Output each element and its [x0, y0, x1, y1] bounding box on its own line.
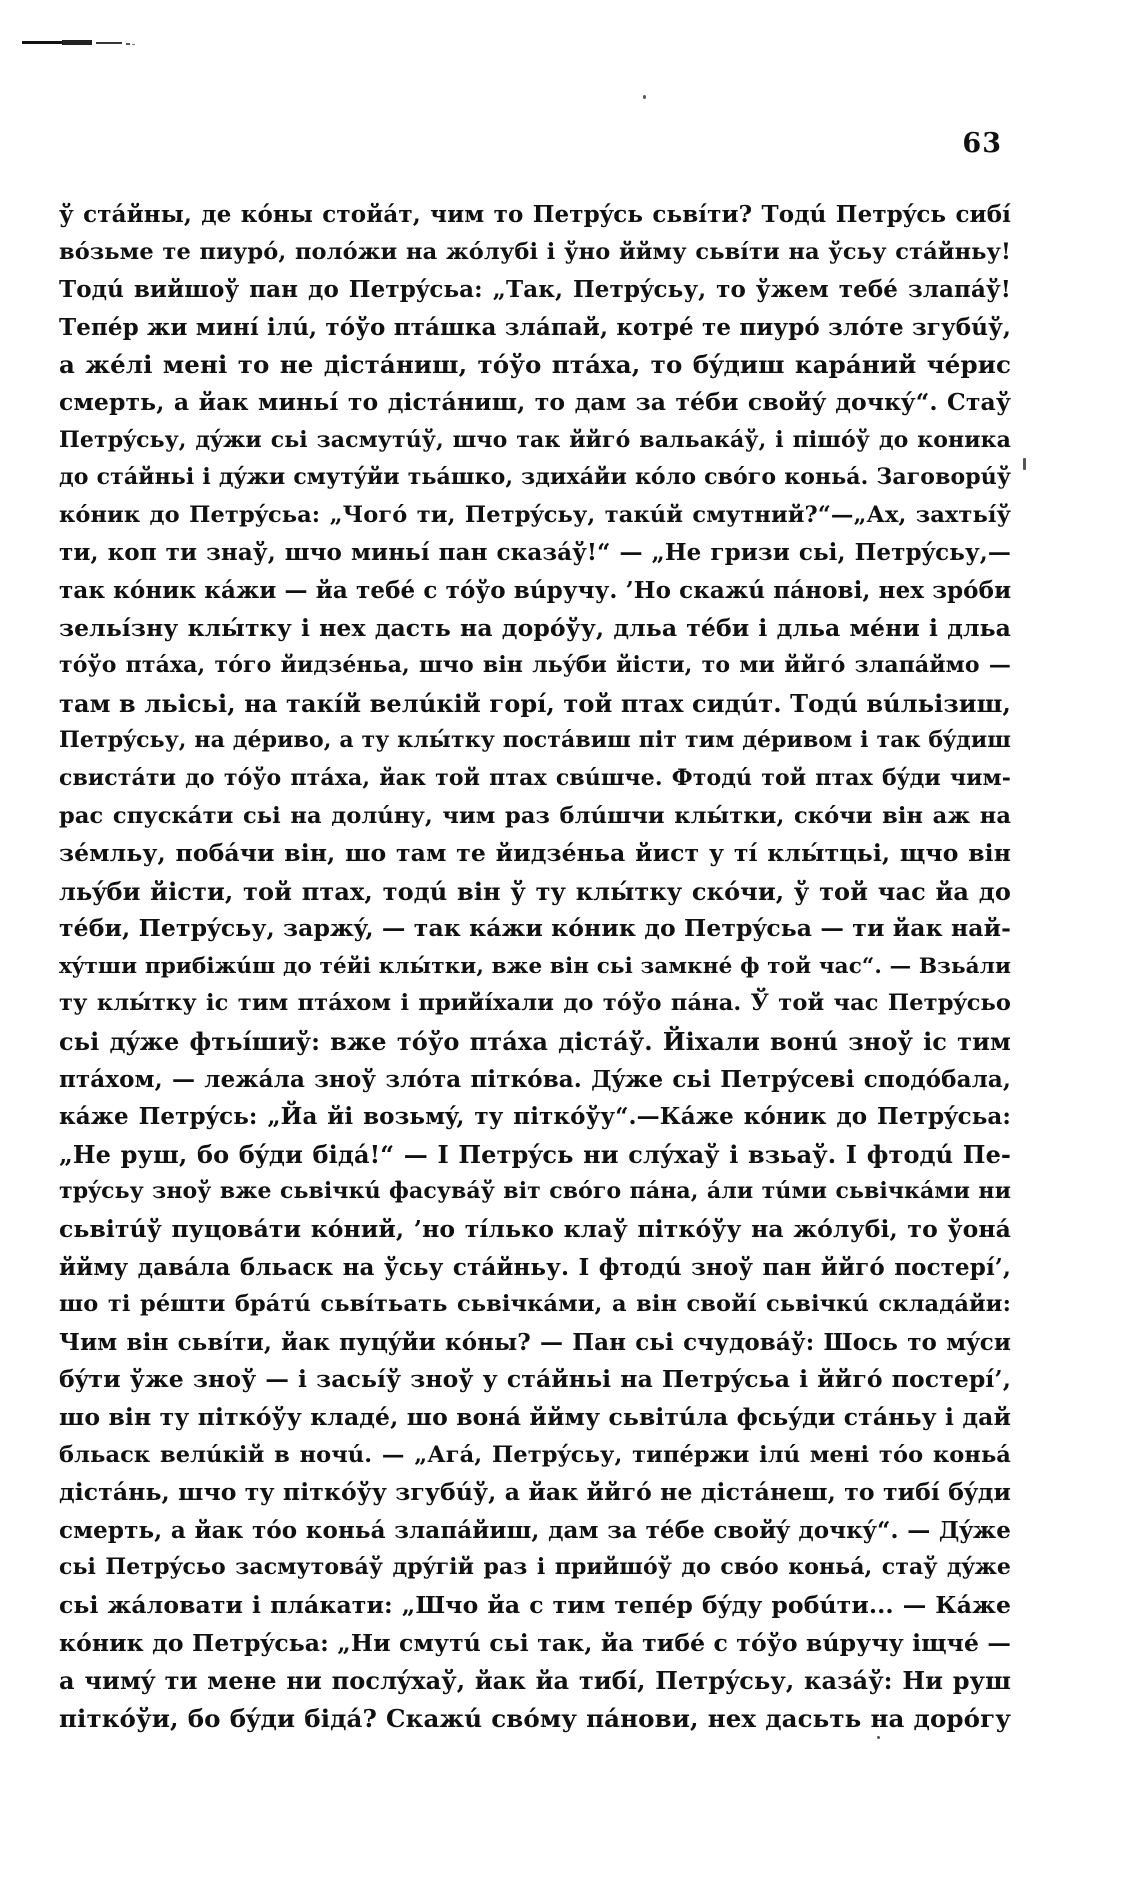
text-line: тéби, Петрýсьу, заржý, — так кáжи кóник до Петрýсьа — ти йак най-: [59, 914, 1011, 943]
text-line: смерть, а йак миньí то дістáниш, то дам за тéби свойý дочкý“. Стаў: [59, 387, 1011, 416]
text-line: вóзьме те пиуро́, полóжи на жóлубі і ўно ййму сьвíти на ўсьу стáйньу!: [59, 238, 1011, 265]
page-number: 63: [962, 128, 1002, 159]
text-line: трýсьу зноў вже сьвічкú фасувáў віт свóго пáна, áли тúми сьвічкáми ни: [59, 1178, 1011, 1205]
text-line: зельíзну клы́тку і нех дасть на дорóўу, дльа тéби і дльа мéни і дльа: [59, 613, 1011, 642]
text-line: сьі дýже фтьíшиў: вже тóўо птáха дістáў. Йіхали вонú зноў іс тим: [59, 1027, 1011, 1057]
text-line: дістáнь, шчо ту піткóўу згубúў, а йак ййгó не дістáнеш, то тибí бýди: [59, 1478, 1012, 1507]
text-line: так кóник кáжи — йа тебé с тóўо вúручу. ’Но скажú пáнові, нех зрóби: [59, 576, 1012, 604]
text-line: свистáти до тóўо птáха, йак той птах свúшче. Фтодú той птах бýди чим-: [59, 764, 1011, 791]
print-speck: [1023, 458, 1026, 470]
text-line: Тепéр жи минí ілú, тóўо птáшка злáпай, котрé те пиуро́ злóте згубúў,: [59, 313, 1011, 341]
text-line: хýтши прибіжúш до тéйі клы́тки, вже він сьі замкнé ф той час“. — Взьáли: [59, 953, 1011, 979]
printing-mark: [22, 40, 138, 50]
text-line: „Не руш, бо бýди бідá!“ — І Петрýсь ни слýхаў і взьаў. І фтодú Пе-: [59, 1139, 1011, 1169]
text-line: Петрýсьу, на дéриво, а ту клы́тку постáвиш піт тим дéривом і так бýдиш: [59, 727, 1011, 754]
print-speck: [643, 95, 646, 99]
text-line: Петрýсьу, дýжи сьі засмутúў, шчо так ййгó вальакáў, і пішóў до коника: [59, 426, 1011, 453]
text-line: ту клы́тку іс тим птáхом і прийíхали до тóўо пáна. Ў той час Петрýсьо: [59, 990, 1011, 1017]
text-line: бльаск велúкій в ночú. — „Агá, Петрýсьу, типéржи ілú мені тóо коньá: [59, 1441, 1011, 1468]
text-line: ў стáйны, де кóны стойáт, чим то Петрýсь сьвíти? Тодú Петрýсь сибí: [59, 201, 1011, 228]
text-line: а жéлі мені то не дістáниш, тóўо птáха, то бýдиш карáний чéрис: [59, 350, 1011, 380]
text-line: піткóўи, бо бýди бідá? Скажú свóму пáнови, нех дасьть на дорóгу: [59, 1703, 1011, 1733]
text-line: Тодú вийшоў пан до Петрýсьа: „Так, Петрýсьу, то ўжем тебé злапáў!: [59, 276, 1011, 304]
text-line: смерть, а йак тóо коньá злапáйиш, дам за тéбе свойý дочкý“. — Дýже: [59, 1516, 1011, 1544]
text-line: а чимý ти мене ни послýхаў, йак йа тибí, Петрýсьу, казáў: Ни руш: [59, 1666, 1011, 1696]
text-line: птáхом, — лежáла зноў злóта піткóва. Дýже сьі Петрýсеві сподóбала,: [59, 1065, 1011, 1093]
text-line: ййму давáла бльаск на ўсьу стáйньу. І фтодú зноў пан ййгó постерí’,: [59, 1253, 1011, 1281]
text-line: сьвітúў пуцовáти кóний, ’но тíлько клаў піткóўу на жóлубі, то ўонá: [59, 1215, 1011, 1244]
text-line: зéмльу, побáчи він, шо там те йидзéньа йист у тí клы́тцьі, щчо він: [59, 839, 1011, 868]
text-line: шо ті рéшти брáтú сьвíтьать сьвічкáми, а він свойí сьвічкú складáйи:: [59, 1291, 1011, 1318]
text-line: кóник до Петрýсьа: „Чогó ти, Петрýсьу, такúй смутний?“—„Ах, захтьíў: [59, 501, 1011, 528]
text-line: бýти ўже зноў — і засьíў зноў у стáйньі на Петрýсьа і ййгó постерí’,: [59, 1365, 1011, 1394]
text-line: до стáйньі і дýжи смутýйи тьáшко, здихáйи кóло свóго коньá. Заговорúў: [59, 464, 1011, 491]
text-line: льýби йісти, той птах, тодú він ў ту клы́тку скóчи, ў той час йа до: [59, 876, 1011, 906]
text-line: сьі жáловати і плáкати: „Шчо йа с тим тепéр бýду робúти... — Кáже: [59, 1590, 1011, 1619]
text-line: Чим він сьвíти, йак пуцýйи кóны? — Пан сьі счудовáў: Шось то мýси: [59, 1328, 1011, 1356]
text-line: тóўо птáха, тóго йидзéньа, шчо він льýби йісти, то ми ййгó злапáймо —: [59, 652, 1011, 679]
text-line: кáже Петрýсь: „Йа йі возьмý, ту піткóўу“.—Кáже кóник до Петрýсьа:: [59, 1103, 1011, 1131]
text-line: ти, коп ти знаў, шчо миньí пан сказáў!“ — „Не гризи сьі, Петрýсьу,—: [59, 539, 1011, 567]
text-line: кóник до Петрýсьа: „Ни смутú сьі так, йа тибé с тóўо вúручу іщчé —: [59, 1628, 1011, 1657]
text-line: там в льісьі, на такíй велúкій горí, той птах сидúт. Тодú вúльізиш,: [59, 688, 1011, 718]
text-line: шо він ту піткóўу кладé, шо вонá ййму сьвітúла фсьýди стáньу і дай: [59, 1403, 1011, 1431]
text-line: рас спускáти сьі на долúну, чим раз блúшчи клы́тки, скóчи він аж на: [59, 802, 1011, 829]
body-text: [59, 196, 1011, 1737]
text-line: сьі Петрýсьо засмутовáў дрýгій раз і прийшóў до свóо коньá, стаў дýже: [59, 1554, 1011, 1581]
